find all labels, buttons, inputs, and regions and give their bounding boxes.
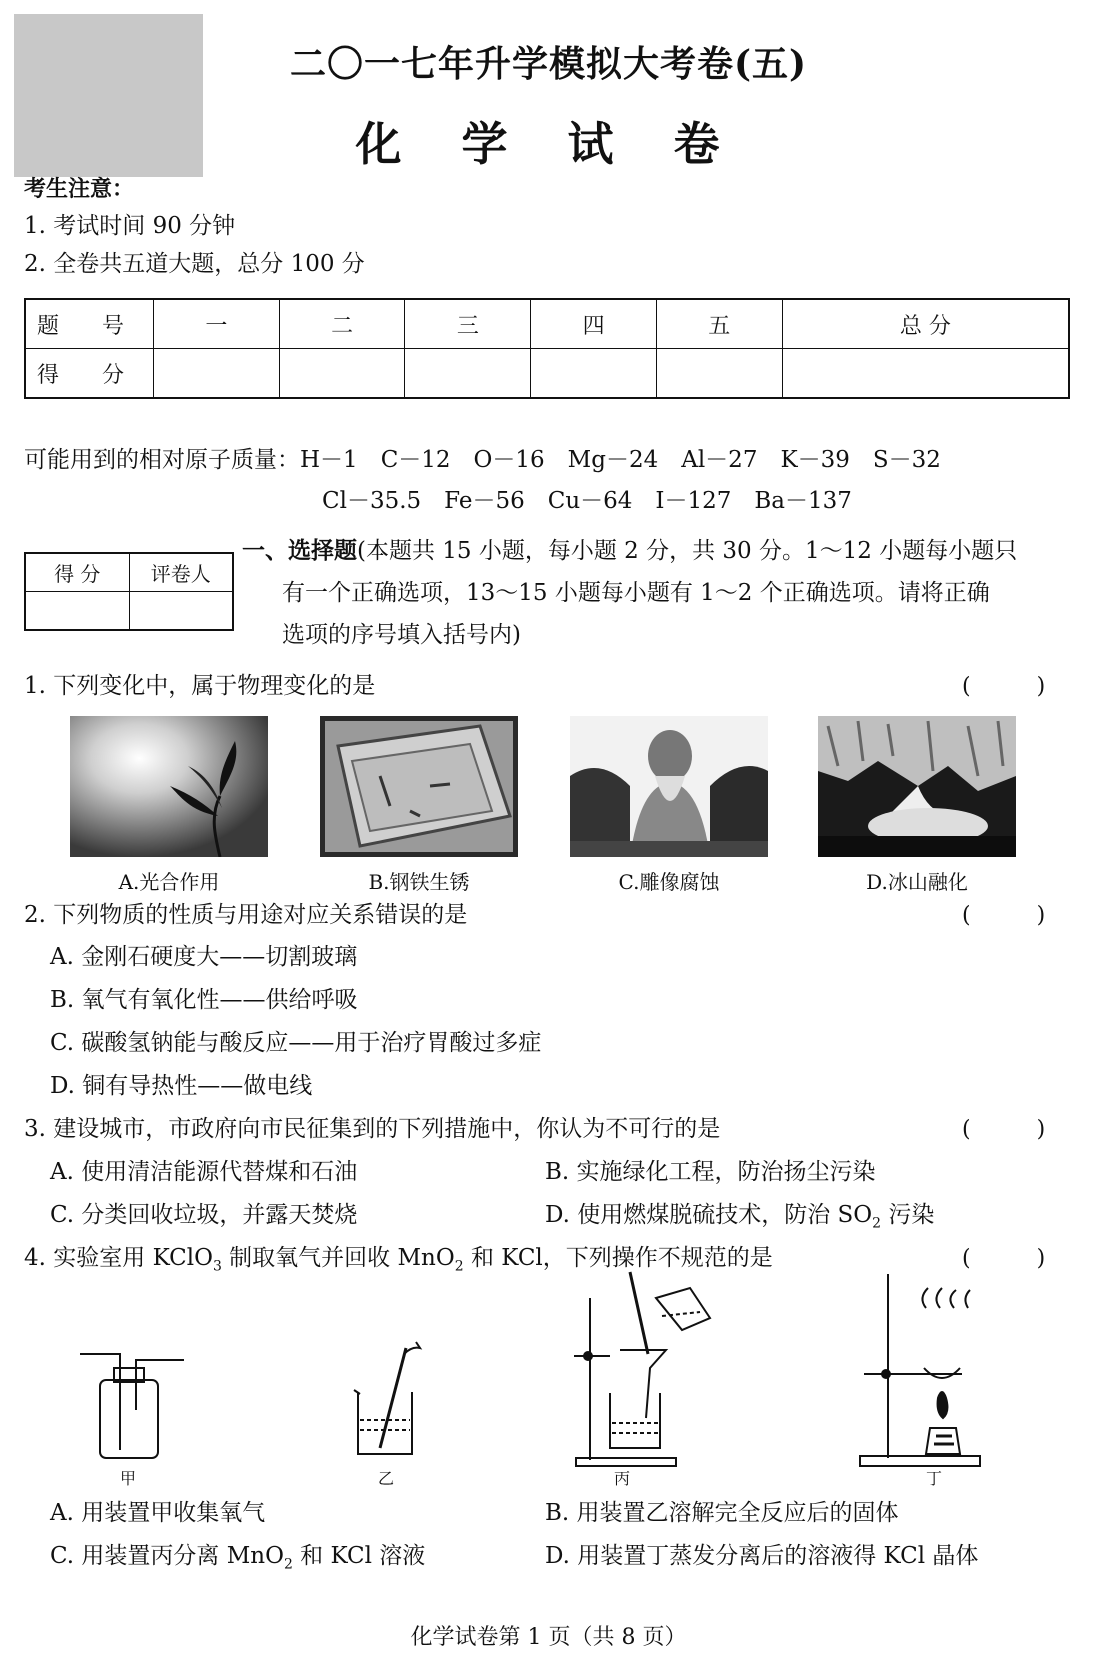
notice-item-1: 1. 考试时间 90 分钟 <box>24 213 236 239</box>
apparatus-jia-gas-bottle <box>78 1350 188 1464</box>
q2-option-c: C. 碳酸氢钠能与酸反应——用于治疗胃酸过多症 <box>50 1030 542 1056</box>
q4-option-d: D. 用装置丁蒸发分离后的溶液得 KCl 晶体 <box>545 1543 979 1569</box>
q4-option-c-suffix: 和 KCl 溶液 <box>292 1543 426 1569</box>
score-cell <box>656 349 782 399</box>
q4-option-b: B. 用装置乙溶解完全反应后的固体 <box>545 1500 899 1526</box>
photo-photosynthesis <box>70 716 268 857</box>
section1-line-2: 有一个正确选项，13～15 小题每小题有 1～2 个正确选项。请将正确 <box>282 580 990 606</box>
page-footer: 化学试卷第 1 页（共 8 页） <box>410 1625 687 1650</box>
q4-stem-sub-1: 3 <box>212 1258 222 1275</box>
score-header-3: 三 <box>405 299 531 349</box>
q4-stem-sub-2: 2 <box>454 1258 464 1275</box>
q4-option-c-text: C. 用装置丙分离 MnO <box>50 1543 284 1569</box>
score-header-5: 五 <box>656 299 782 349</box>
exam-title: 二〇一七年升学模拟大考卷(五) <box>289 43 808 85</box>
score-cell <box>782 349 1069 399</box>
apparatus-label-yi: 乙 <box>378 1469 395 1488</box>
grader-table <box>24 552 234 631</box>
q3-option-d-text: D. 使用燃煤脱硫技术，防治 SO <box>545 1202 873 1228</box>
q2-option-a: A. 金刚石硬度大——切割玻璃 <box>50 944 358 970</box>
apparatus-bing-filtration <box>570 1268 720 1472</box>
grader-cell <box>25 592 129 631</box>
score-cell <box>154 349 280 399</box>
grader-score-label: 得 分 <box>25 553 129 592</box>
q3-option-d-suffix: 污染 <box>881 1202 935 1228</box>
score-cell <box>405 349 531 399</box>
caption-d: D.冰山融化 <box>866 870 968 894</box>
q4-option-a: A. 用装置甲收集氧气 <box>50 1500 266 1526</box>
grader-name-label: 评卷人 <box>129 553 233 592</box>
score-row-label: 得 分 <box>25 349 154 399</box>
score-header-total: 总 分 <box>782 299 1069 349</box>
photo-statue-erosion <box>570 716 768 857</box>
q2-stem: 2. 下列物质的性质与用途对应关系错误的是 <box>24 902 468 928</box>
q4-option-c-subscript: 2 <box>283 1556 293 1573</box>
q4-stem-part-1: 4. 实验室用 KClO <box>24 1245 213 1271</box>
subject-title: 化 学 试 卷 <box>355 117 742 171</box>
q3-stem: 3. 建设城市，市政府向市民征集到的下列措施中，你认为不可行的是 <box>24 1116 721 1142</box>
apparatus-yi-beaker <box>340 1340 440 1464</box>
section1-intro: (本题共 15 小题，每小题 2 分，共 30 分。1～12 小题每小题只 <box>357 538 1018 564</box>
score-header-label: 题 号 <box>25 299 154 349</box>
q1-answer-paren: ( ) <box>962 674 1046 699</box>
score-header-1: 一 <box>154 299 280 349</box>
section1-line-3: 选项的序号填入括号内) <box>282 622 521 648</box>
q3-option-d-subscript: 2 <box>872 1215 882 1232</box>
score-cell <box>279 349 405 399</box>
q3-option-c: C. 分类回收垃圾，并露天焚烧 <box>50 1202 358 1228</box>
score-table <box>24 298 1070 399</box>
apparatus-label-ding: 丁 <box>926 1469 943 1488</box>
q4-option-c <box>50 1537 425 1573</box>
notice-item-2: 2. 全卷共五道大题，总分 100 分 <box>24 251 365 277</box>
q4-stem-part-2: 制取氧气并回收 MnO <box>221 1245 455 1271</box>
apparatus-label-jia: 甲 <box>120 1469 137 1488</box>
atomic-mass-line-2: Cl－35.5 Fe－56 Cu－64 I－127 Ba－137 <box>322 488 852 514</box>
q2-answer-paren: ( ) <box>962 903 1046 928</box>
caption-b: B.钢铁生锈 <box>368 870 470 894</box>
q3-option-a: A. 使用清洁能源代替煤和石油 <box>50 1159 358 1185</box>
section1-line-1 <box>242 532 1017 565</box>
caption-a: A.光合作用 <box>118 870 220 894</box>
q2-option-b: B. 氧气有氧化性——供给呼吸 <box>50 987 358 1013</box>
photo-rusted-iron <box>320 716 518 857</box>
score-cell <box>531 349 657 399</box>
q4-answer-paren: ( ) <box>962 1246 1046 1271</box>
q3-option-b: B. 实施绿化工程，防治扬尘污染 <box>545 1159 876 1185</box>
q3-option-d <box>545 1196 934 1232</box>
photo-iceberg <box>818 716 1016 857</box>
score-header-2: 二 <box>279 299 405 349</box>
grader-cell <box>129 592 233 631</box>
apparatus-ding-evaporation <box>858 1268 998 1472</box>
apparatus-label-bing: 丙 <box>614 1469 631 1488</box>
q3-answer-paren: ( ) <box>962 1117 1046 1142</box>
q4-stem-part-3: 和 KCl，下列操作不规范的是 <box>463 1245 773 1271</box>
q1-stem: 1. 下列变化中，属于物理变化的是 <box>24 673 376 699</box>
caption-c: C.雕像腐蚀 <box>618 870 720 894</box>
section1-heading: 一、选择题 <box>242 537 357 564</box>
atomic-mass-line-1: 可能用到的相对原子质量：H－1 C－12 O－16 Mg－24 Al－27 K－39 S－32 <box>24 447 941 473</box>
score-header-4: 四 <box>531 299 657 349</box>
notice-heading: 考生注意： <box>24 176 135 202</box>
q2-option-d: D. 铜有导热性——做电线 <box>50 1073 313 1099</box>
